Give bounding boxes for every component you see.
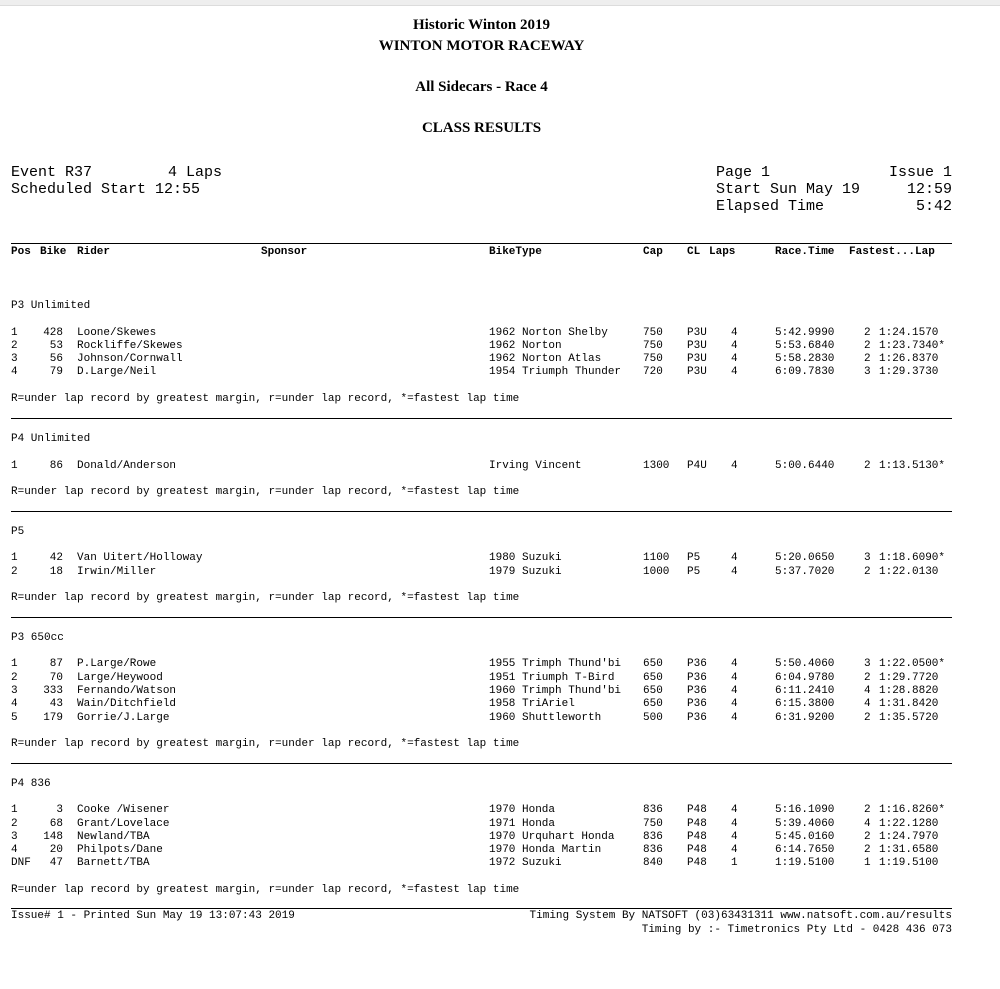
- cell-fastlap: 2: [864, 566, 871, 578]
- legend-note: R=under lap record by greatest margin, r=under lap record, *=fastest lap time: [11, 884, 520, 896]
- result-row: [0, 831, 1000, 844]
- cell-cap: 836: [643, 831, 663, 843]
- cell-fasttime: 1:24.1570: [879, 327, 939, 339]
- cell-rider: Fernando/Watson: [77, 685, 177, 697]
- result-row: [0, 566, 1000, 579]
- cell-bike: 428: [43, 327, 63, 339]
- cell-cl: P3U: [687, 327, 707, 339]
- cell-rider: Large/Heywood: [77, 672, 163, 684]
- page-number: Page 1: [716, 164, 771, 181]
- result-row: [0, 685, 1000, 698]
- cell-rider: Wain/Ditchfield: [77, 698, 177, 710]
- section-rule: [11, 617, 952, 618]
- scheduled-start: Scheduled Start 12:55: [11, 181, 201, 198]
- col-sponsor: Sponsor: [261, 246, 308, 258]
- cell-cl: P36: [687, 712, 707, 724]
- cell-racetime: 5:50.4060: [775, 658, 835, 670]
- cell-rider: Irwin/Miller: [77, 566, 157, 578]
- cell-fastlap: 2: [864, 712, 871, 724]
- cell-fasttime: 1:29.7720: [879, 672, 939, 684]
- class-heading: P5: [11, 526, 25, 538]
- cell-bike: 68: [49, 818, 63, 830]
- cell-pos: 2: [11, 672, 18, 684]
- legend-note: R=under lap record by greatest margin, r=under lap record, *=fastest lap time: [11, 393, 520, 405]
- cell-biketype: 1962 Norton Atlas: [489, 353, 602, 365]
- cell-rider: Johnson/Cornwall: [77, 353, 183, 365]
- cell-laps: 4: [731, 844, 738, 856]
- cell-racetime: 5:39.4060: [775, 818, 835, 830]
- cell-laps: 4: [731, 552, 738, 564]
- cell-fasttime: 1:18.6090*: [879, 552, 946, 564]
- result-row: [0, 672, 1000, 685]
- cell-biketype: 1970 Honda: [489, 804, 556, 816]
- cell-bike: 70: [49, 672, 63, 684]
- cell-rider: Grant/Lovelace: [77, 818, 170, 830]
- cell-cap: 650: [643, 658, 663, 670]
- cell-fasttime: 1:24.7970: [879, 831, 939, 843]
- cell-fasttime: 1:19.5100: [879, 857, 939, 869]
- cell-fastlap: 3: [864, 552, 871, 564]
- footer-rule: [11, 908, 952, 909]
- section-rule: [11, 511, 952, 512]
- cell-laps: 4: [731, 831, 738, 843]
- cell-cap: 836: [643, 844, 663, 856]
- cell-laps: 4: [731, 460, 738, 472]
- cell-laps: 4: [731, 804, 738, 816]
- cell-racetime: 6:31.9200: [775, 712, 835, 724]
- cell-cl: P36: [687, 698, 707, 710]
- report-title: CLASS RESULTS: [421, 120, 542, 136]
- cell-fasttime: 1:13.5130*: [879, 460, 946, 472]
- legend-note: R=under lap record by greatest margin, r=under lap record, *=fastest lap time: [11, 486, 520, 498]
- cell-laps: 4: [731, 658, 738, 670]
- cell-fastlap: 2: [864, 672, 871, 684]
- cell-fastlap: 4: [864, 818, 871, 830]
- cell-biketype: Irving Vincent: [489, 460, 582, 472]
- cell-rider: Rockliffe/Skewes: [77, 340, 183, 352]
- issue-number: Issue 1: [888, 164, 952, 181]
- cell-cap: 840: [643, 857, 663, 869]
- cell-fastlap: 4: [864, 698, 871, 710]
- cell-pos: 5: [11, 712, 18, 724]
- cell-bike: 56: [49, 353, 63, 365]
- cell-biketype: 1970 Honda Martin: [489, 844, 602, 856]
- cell-fasttime: 1:31.8420: [879, 698, 939, 710]
- section-rule: [11, 763, 952, 764]
- cell-cl: P48: [687, 857, 707, 869]
- cell-rider: Barnett/TBA: [77, 857, 150, 869]
- cell-cl: P36: [687, 685, 707, 697]
- cell-cap: 750: [643, 340, 663, 352]
- cell-biketype: 1962 Norton: [489, 340, 562, 352]
- cell-pos: 2: [11, 566, 18, 578]
- cell-rider: Cooke /Wisener: [77, 804, 170, 816]
- cell-cap: 750: [643, 327, 663, 339]
- cell-biketype: 1958 TriAriel: [489, 698, 575, 710]
- cell-laps: 4: [731, 672, 738, 684]
- result-row: [0, 804, 1000, 817]
- cell-laps: 1: [731, 857, 738, 869]
- cell-racetime: 5:16.1090: [775, 804, 835, 816]
- cell-laps: 4: [731, 353, 738, 365]
- cell-biketype: 1971 Honda: [489, 818, 556, 830]
- cell-bike: 148: [43, 831, 63, 843]
- cell-bike: 79: [49, 366, 63, 378]
- cell-fastlap: 4: [864, 685, 871, 697]
- cell-bike: 333: [43, 685, 63, 697]
- elapsed-label: Elapsed Time: [716, 198, 825, 215]
- result-row: [0, 327, 1000, 340]
- cell-racetime: 5:53.6840: [775, 340, 835, 352]
- result-row: [0, 340, 1000, 353]
- cell-biketype: 1970 Urquhart Honda: [489, 831, 615, 843]
- cell-laps: 4: [731, 366, 738, 378]
- result-row: [0, 712, 1000, 725]
- cell-fasttime: 1:26.8370: [879, 353, 939, 365]
- cell-cap: 750: [643, 818, 663, 830]
- cell-biketype: 1960 Trimph Thund'bi: [489, 685, 622, 697]
- legend-note: R=under lap record by greatest margin, r=under lap record, *=fastest lap time: [11, 738, 520, 750]
- cell-cl: P3U: [687, 366, 707, 378]
- result-row: [0, 844, 1000, 857]
- cell-cl: P5: [687, 566, 701, 578]
- cell-racetime: 1:19.5100: [775, 857, 835, 869]
- timing-system-info: Timing System By NATSOFT (03)63431311 www.natsoft.com.au/results: [529, 910, 952, 922]
- cell-pos: 2: [11, 818, 18, 830]
- cell-cl: P3U: [687, 353, 707, 365]
- cell-rider: Philpots/Dane: [77, 844, 163, 856]
- col-rider: Rider: [77, 246, 111, 258]
- col-bike: Bike: [40, 246, 67, 258]
- cell-cl: P5: [687, 552, 701, 564]
- cell-fasttime: 1:31.6580: [879, 844, 939, 856]
- col-cl: CL: [687, 246, 701, 258]
- class-heading: P3 Unlimited: [11, 300, 91, 312]
- cell-fasttime: 1:29.3730: [879, 366, 939, 378]
- legend-note: R=under lap record by greatest margin, r=under lap record, *=fastest lap time: [11, 592, 520, 604]
- cell-racetime: 6:09.7830: [775, 366, 835, 378]
- cell-pos: 1: [11, 327, 18, 339]
- cell-fastlap: 2: [864, 340, 871, 352]
- cell-fastlap: 2: [864, 353, 871, 365]
- cell-laps: 4: [731, 327, 738, 339]
- result-row: [0, 460, 1000, 473]
- cell-biketype: 1962 Norton Shelby: [489, 327, 608, 339]
- cell-bike: 18: [49, 566, 63, 578]
- cell-rider: Newland/TBA: [77, 831, 150, 843]
- cell-pos: 3: [11, 685, 18, 697]
- result-row: [0, 366, 1000, 379]
- cell-pos: DNF: [11, 857, 31, 869]
- cell-fastlap: 2: [864, 460, 871, 472]
- cell-bike: 42: [49, 552, 63, 564]
- cell-cap: 1300: [643, 460, 670, 472]
- start-time: 12:59: [906, 181, 952, 198]
- cell-cl: P36: [687, 672, 707, 684]
- cell-pos: 1: [11, 460, 18, 472]
- cell-bike: 47: [49, 857, 63, 869]
- cell-fasttime: 1:22.0500*: [879, 658, 946, 670]
- cell-cap: 1100: [643, 552, 670, 564]
- cell-racetime: 6:04.9780: [775, 672, 835, 684]
- cell-racetime: 5:45.0160: [775, 831, 835, 843]
- cell-rider: Gorrie/J.Large: [77, 712, 170, 724]
- cell-fastlap: 1: [864, 857, 871, 869]
- col-biketype: BikeType: [489, 246, 542, 258]
- browser-top-strip: [0, 0, 1000, 6]
- cell-racetime: 6:14.7650: [775, 844, 835, 856]
- cell-pos: 4: [11, 366, 18, 378]
- cell-racetime: 5:20.0650: [775, 552, 835, 564]
- cell-bike: 20: [49, 844, 63, 856]
- result-row: [0, 658, 1000, 671]
- col-racetime: Race.Time: [775, 246, 835, 258]
- event-number: Event R37: [11, 164, 93, 181]
- cell-rider: Loone/Skewes: [77, 327, 157, 339]
- cell-racetime: 5:37.7020: [775, 566, 835, 578]
- cell-fasttime: 1:28.8820: [879, 685, 939, 697]
- cell-cap: 750: [643, 353, 663, 365]
- cell-biketype: 1954 Triumph Thunder: [489, 366, 622, 378]
- cell-cl: P36: [687, 658, 707, 670]
- header-rule: [11, 243, 952, 244]
- cell-racetime: 6:15.3800: [775, 698, 835, 710]
- cell-cap: 500: [643, 712, 663, 724]
- race-title: All Sidecars - Race 4: [415, 79, 548, 95]
- cell-pos: 4: [11, 698, 18, 710]
- cell-fastlap: 2: [864, 831, 871, 843]
- cell-biketype: 1979 Suzuki: [489, 566, 562, 578]
- cell-cl: P4U: [687, 460, 707, 472]
- cell-pos: 3: [11, 831, 18, 843]
- cell-cl: P48: [687, 818, 707, 830]
- print-info: Issue# 1 - Printed Sun May 19 13:07:43 2019: [11, 910, 295, 922]
- cell-fasttime: 1:22.0130: [879, 566, 939, 578]
- class-heading: P4 Unlimited: [11, 433, 91, 445]
- cell-racetime: 5:42.9990: [775, 327, 835, 339]
- venue-title: WINTON MOTOR RACEWAY: [378, 38, 585, 54]
- cell-rider: Van Uitert/Holloway: [77, 552, 203, 564]
- cell-fasttime: 1:23.7340*: [879, 340, 946, 352]
- cell-rider: P.Large/Rowe: [77, 658, 157, 670]
- result-row: [0, 857, 1000, 870]
- section-rule: [11, 418, 952, 419]
- cell-laps: 4: [731, 685, 738, 697]
- col-pos: Pos: [11, 246, 31, 258]
- cell-rider: D.Large/Neil: [77, 366, 157, 378]
- cell-fasttime: 1:16.8260*: [879, 804, 946, 816]
- result-row: [0, 552, 1000, 565]
- cell-bike: 53: [49, 340, 63, 352]
- cell-bike: 179: [43, 712, 63, 724]
- cell-laps: 4: [731, 712, 738, 724]
- cell-fastlap: 2: [864, 327, 871, 339]
- meeting-title: Historic Winton 2019: [413, 17, 550, 33]
- col-laps: Laps: [709, 246, 736, 258]
- cell-racetime: 6:11.2410: [775, 685, 835, 697]
- cell-bike: 87: [49, 658, 63, 670]
- cell-cap: 650: [643, 685, 663, 697]
- start-date: Start Sun May 19: [716, 181, 861, 198]
- result-row: [0, 698, 1000, 711]
- event-laps: 4 Laps: [168, 164, 223, 181]
- cell-biketype: 1951 Triumph T-Bird: [489, 672, 615, 684]
- result-row: [0, 353, 1000, 366]
- cell-pos: 2: [11, 340, 18, 352]
- cell-biketype: 1955 Trimph Thund'bi: [489, 658, 622, 670]
- cell-cap: 720: [643, 366, 663, 378]
- cell-pos: 1: [11, 552, 18, 564]
- elapsed-value: 5:42: [915, 198, 952, 215]
- cell-bike: 3: [56, 804, 63, 816]
- cell-racetime: 5:00.6440: [775, 460, 835, 472]
- cell-fasttime: 1:35.5720: [879, 712, 939, 724]
- cell-cap: 650: [643, 672, 663, 684]
- cell-cap: 836: [643, 804, 663, 816]
- cell-fastlap: 3: [864, 366, 871, 378]
- cell-pos: 1: [11, 804, 18, 816]
- column-header-row: [0, 246, 1000, 259]
- cell-cl: P48: [687, 831, 707, 843]
- cell-pos: 4: [11, 844, 18, 856]
- cell-bike: 43: [49, 698, 63, 710]
- cell-bike: 86: [49, 460, 63, 472]
- class-heading: P4 836: [11, 778, 51, 790]
- cell-laps: 4: [731, 818, 738, 830]
- cell-laps: 4: [731, 340, 738, 352]
- cell-cl: P3U: [687, 340, 707, 352]
- cell-cap: 650: [643, 698, 663, 710]
- class-heading: P3 650cc: [11, 632, 64, 644]
- cell-fastlap: 3: [864, 658, 871, 670]
- cell-biketype: 1972 Suzuki: [489, 857, 562, 869]
- timing-provider-info: Timing by :- Timetronics Pty Ltd - 0428 436 073: [641, 924, 952, 936]
- col-fastest: Fastest...Lap: [849, 246, 935, 258]
- cell-fastlap: 2: [864, 804, 871, 816]
- cell-laps: 4: [731, 566, 738, 578]
- result-row: [0, 818, 1000, 831]
- col-cap: Cap: [643, 246, 663, 258]
- cell-cap: 1000: [643, 566, 670, 578]
- cell-cl: P48: [687, 844, 707, 856]
- cell-fastlap: 2: [864, 844, 871, 856]
- cell-pos: 1: [11, 658, 18, 670]
- cell-cl: P48: [687, 804, 707, 816]
- cell-pos: 3: [11, 353, 18, 365]
- cell-fasttime: 1:22.1280: [879, 818, 939, 830]
- cell-rider: Donald/Anderson: [77, 460, 177, 472]
- cell-racetime: 5:58.2830: [775, 353, 835, 365]
- cell-biketype: 1980 Suzuki: [489, 552, 562, 564]
- cell-biketype: 1960 Shuttleworth: [489, 712, 602, 724]
- cell-laps: 4: [731, 698, 738, 710]
